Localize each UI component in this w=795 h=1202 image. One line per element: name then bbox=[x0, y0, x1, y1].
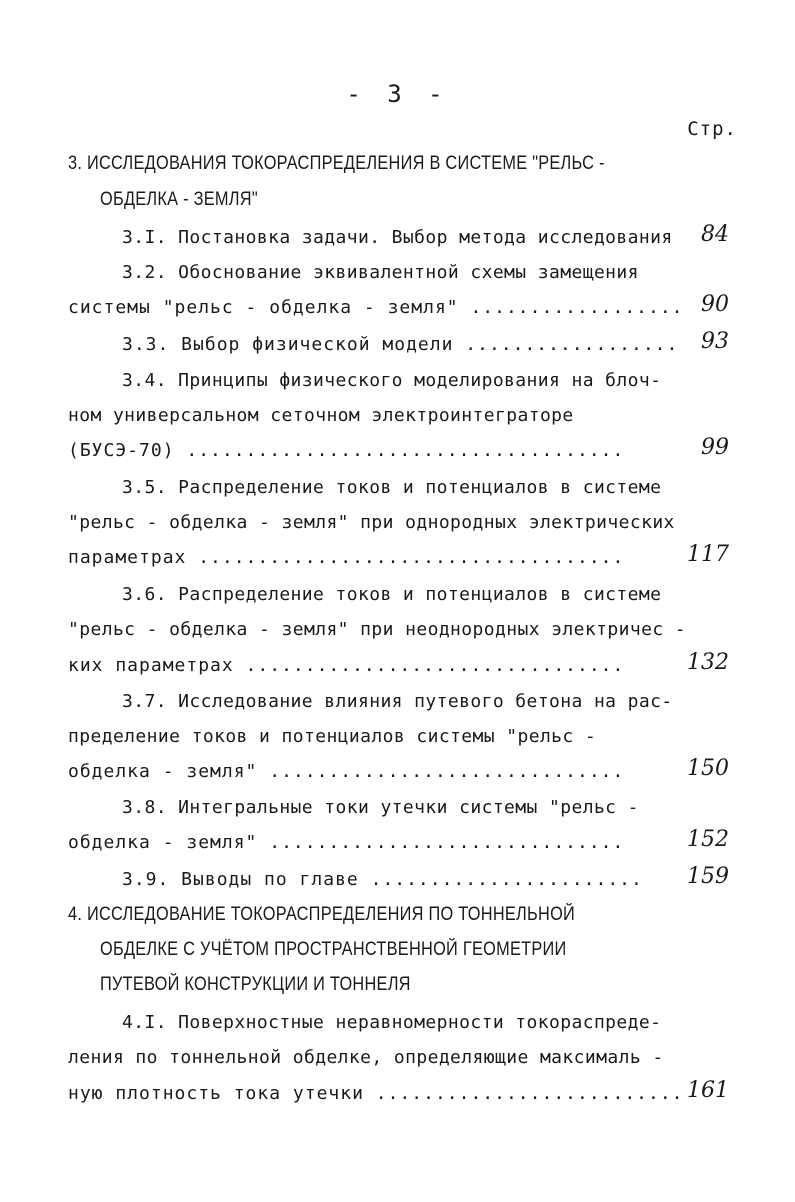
page-column-label: Стр. bbox=[687, 118, 737, 140]
toc-entry-3-6-line1: 3.6. Распределение токов и потенциалов в системе bbox=[122, 584, 662, 605]
toc-page-3-9: 159 bbox=[687, 864, 729, 889]
toc-entry-3-2-line1: 3.2. Обоснование эквивалентной схемы замещения bbox=[122, 262, 639, 283]
toc-entry-4-1-line3: ную плотность тока утечки .......................... bbox=[68, 1083, 684, 1104]
toc-entry-3-5-line3: параметрах .................................... bbox=[68, 547, 625, 568]
toc-page-3-8: 152 bbox=[687, 827, 729, 852]
toc-entry-3-4-line3: (БУСЭ-70) ..................................... bbox=[68, 440, 625, 461]
toc-chapter-3-heading-line2: ОБДЕЛКА - ЗЕМЛЯ" bbox=[100, 189, 258, 210]
toc-chapter-4-heading-line3: ПУТЕВОЙ КОНСТРУКЦИИ И ТОННЕЛЯ bbox=[100, 974, 411, 995]
toc-entry-3-4-line2: ном универсальном сеточном электроинтеграторе bbox=[68, 405, 574, 426]
toc-page-3-1: 84 bbox=[701, 222, 729, 247]
toc-entry-3-6-line2: "рельс - обделка - земля" при неоднородных электричес - bbox=[68, 619, 687, 640]
toc-entry-3-8-line2: обделка - земля" .............................. bbox=[68, 832, 625, 853]
toc-entry-3-1: 3.I. Постановка задачи. Выбор метода исследования bbox=[122, 227, 673, 248]
toc-entry-3-7-line1: 3.7. Исследование влияния путевого бетона на рас- bbox=[122, 691, 673, 712]
toc-chapter-3-heading-line1: 3. ИССЛЕДОВАНИЯ ТОКОРАСПРЕДЕЛЕНИЯ В СИСТЕМЕ "РЕЛЬС - bbox=[68, 153, 605, 174]
toc-entry-4-1-line2: ления по тоннельной обделке, определяющие максималь - bbox=[68, 1047, 664, 1068]
toc-entry-3-7-line2: пределение токов и потенциалов системы "рельс - bbox=[68, 726, 597, 747]
toc-page-3-3: 93 bbox=[701, 329, 729, 354]
toc-entry-3-5-line1: 3.5. Распределение токов и потенциалов в системе bbox=[122, 477, 662, 498]
toc-entry-3-5-line2: "рельс - обделка - земля" при однородных электрических bbox=[68, 512, 675, 533]
toc-entry-3-3: 3.3. Выбор физической модели .................. bbox=[122, 334, 679, 355]
toc-page-3-6: 132 bbox=[687, 650, 729, 675]
toc-chapter-4-heading-line1: 4. ИССЛЕДОВАНИЕ ТОКОРАСПРЕДЕЛЕНИЯ ПО ТОННЕЛЬНОЙ bbox=[68, 904, 576, 925]
toc-entry-4-1-line1: 4.I. Поверхностные неравномерности токораспреде- bbox=[122, 1012, 662, 1033]
toc-page-3-4: 99 bbox=[701, 435, 729, 460]
toc-entry-3-4-line1: 3.4. Принципы физического моделирования на блоч- bbox=[122, 370, 662, 391]
toc-page-3-7: 150 bbox=[687, 756, 729, 781]
toc-chapter-4-heading-line2: ОБДЕЛКЕ С УЧЁТОМ ПРОСТРАНСТВЕННОЙ ГЕОМЕТРИИ bbox=[100, 939, 567, 960]
toc-entry-3-6-line3: ких параметрах ................................ bbox=[68, 655, 625, 676]
toc-page-3-2: 90 bbox=[701, 292, 729, 317]
toc-page-4-1: 161 bbox=[687, 1078, 729, 1103]
toc-entry-3-9: 3.9. Выводы по главе ....................... bbox=[122, 869, 643, 890]
toc-entry-3-2-line2: системы "рельс - обделка - земля" .................. bbox=[68, 297, 684, 318]
toc-entry-3-7-line3: обделка - земля" .............................. bbox=[68, 761, 625, 782]
toc-entry-3-8-line1: 3.8. Интегральные токи утечки системы "рельс - bbox=[122, 797, 639, 818]
toc-page-3-5: 117 bbox=[687, 542, 729, 567]
page-number: - 3 - bbox=[346, 80, 449, 108]
